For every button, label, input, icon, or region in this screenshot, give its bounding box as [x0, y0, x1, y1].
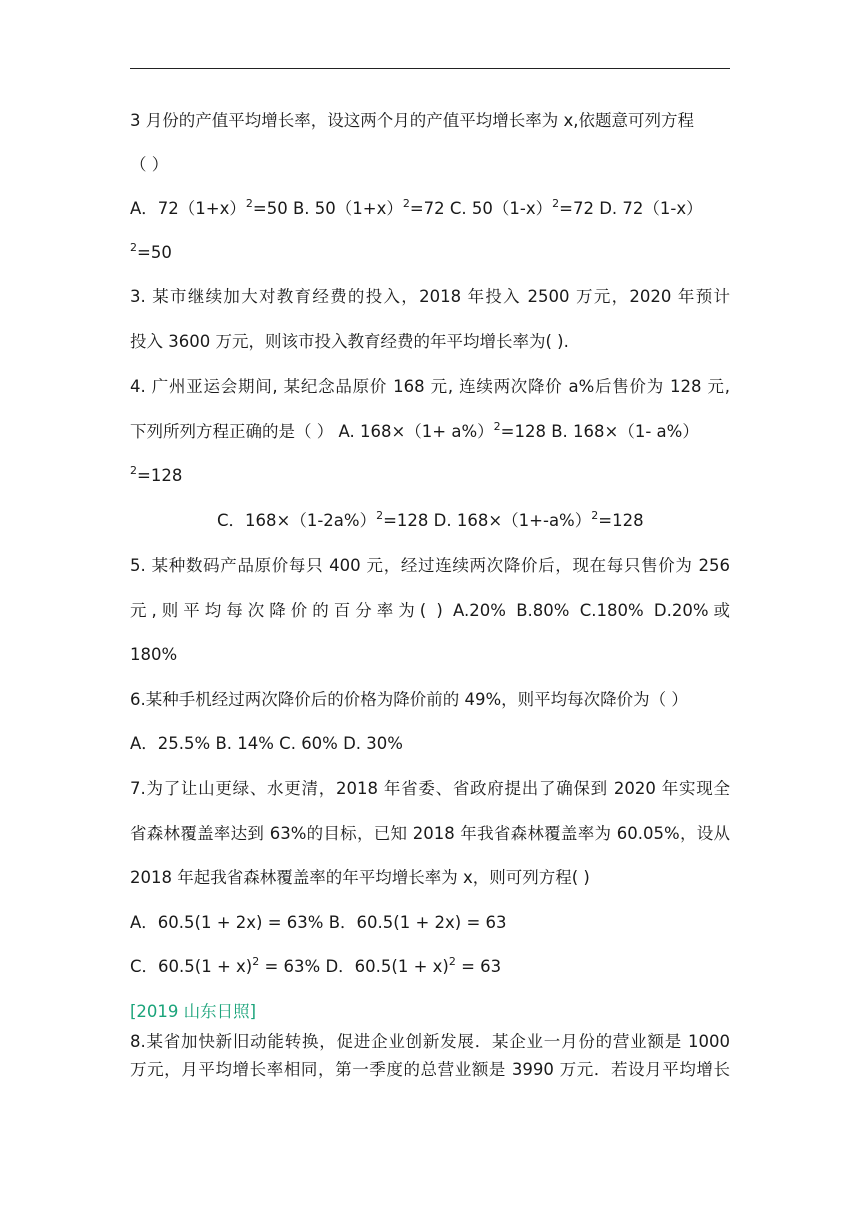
source-tag: [2019 山东日照] [130, 1002, 257, 1021]
question-3-line-1: 3. 某市继续加大对教育经费的投入，2018 年投入 2500 万元，2020 年预计 [130, 287, 730, 306]
exponent: 2 [402, 197, 410, 210]
equation-continuation-line: $^2$=50 [130, 241, 172, 262]
question-8-line-1: 8.某省加快新旧动能转换，促进企业创新发展．某企业一月份的营业额是 1000 [130, 1032, 730, 1051]
question-7-options-ab: A．60.5(1 + 2x) = 63% B．60.5(1 + 2x) = 63 [130, 913, 507, 932]
question-3-line-2: 投入 3600 万元，则该市投入教育经费的年平均增长率为( ). [130, 332, 569, 351]
exponent: 2 [448, 955, 456, 968]
exponent: 2 [252, 955, 260, 968]
text-line: （ ） [130, 155, 169, 174]
question-6-line-1: 6.某种手机经过两次降价后的价格为降价前的 49%，则平均每次降价为（ ） [130, 690, 688, 709]
equation-options-line: A．$72(1+x)^2=50$ B. $50(1+x)^2=72$ C. $50(1-x)^2=72$ D. 72（1-x） [130, 197, 703, 218]
question-7-line-3: 2018 年起我省森林覆盖率的年平均增长率为 x，则可列方程( ) [130, 868, 590, 887]
exponent: 2 [130, 241, 137, 254]
question-4-options-cd: C．$168\times(1-2a\%)^2=128$ D. $168\times(1+-a\%)^2=128$ [217, 509, 644, 530]
exponent: 2 [130, 464, 137, 477]
exponent: 2 [376, 509, 384, 522]
exponent: 2 [245, 197, 253, 210]
question-4-line-3: $^2$=128 [130, 464, 183, 485]
question-7-line-2: 省森林覆盖率达到 63%的目标，已知 2018 年我省森林覆盖率为 60.05%，设从 [130, 824, 730, 843]
question-4-line-1: 4. 广州亚运会期间, 某纪念品原价 168 元, 连续两次降价 a%后售价为 128 元, [130, 377, 730, 396]
question-6-options: A．25.5% B. 14% C. 60% D. 30% [130, 734, 403, 753]
question-5-line-3: 180% [130, 645, 178, 664]
question-7-options-cd: C．$60.5(1 + x)^2 = 63\%$ D．$60.5(1 + x)^2 = 63$ [130, 955, 502, 976]
question-8-line-2: 万元，月平均增长率相同，第一季度的总营业额是 3990 万元．若设月平均增长 [130, 1060, 730, 1079]
exponent: 2 [552, 197, 560, 210]
text-line: 3 月份的产值平均增长率，设这两个月的产值平均增长率为 x,依题意可列方程 [130, 111, 694, 130]
question-5-line-1: 5. 某种数码产品原价每只 400 元，经过连续两次降价后，现在每只售价为 256 [130, 556, 730, 575]
question-5-line-2: 元,则平均每次降价的百分率为( ) A.20% B.80% C.180% D.20%或 [130, 601, 730, 620]
exponent: 2 [493, 420, 501, 433]
question-7-line-1: 7.为了让山更绿、水更清，2018 年省委、省政府提出了确保到 2020 年实现全 [130, 779, 730, 798]
exponent: 2 [591, 509, 599, 522]
header-rule [130, 68, 730, 69]
question-4-line-2: 下列所列方程正确的是（ ） A. $168\times(1+ a\%)^2=128$ B. 168×（1- a%） [130, 420, 699, 441]
